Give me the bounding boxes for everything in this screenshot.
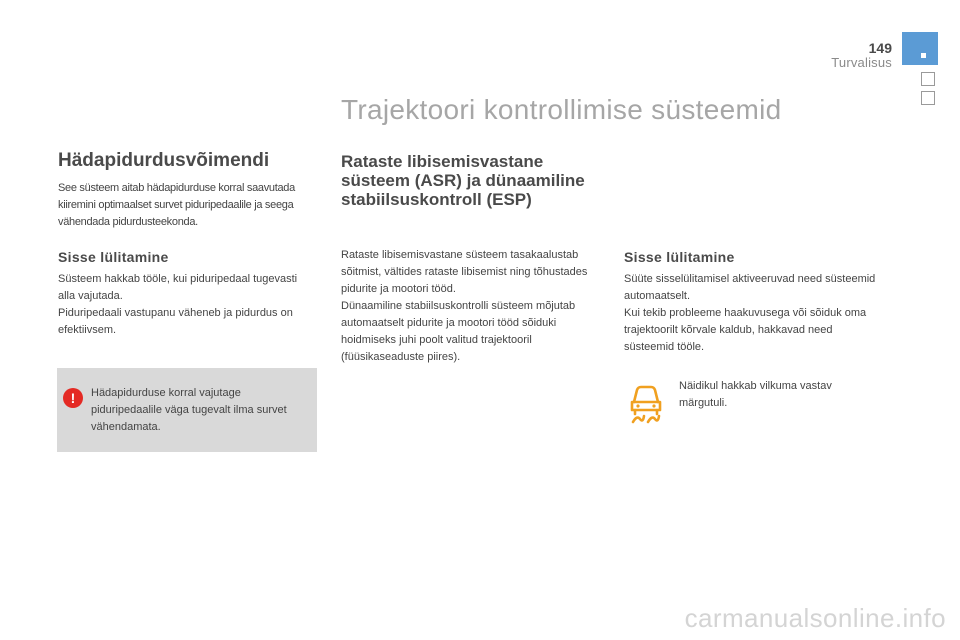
brake-assist-intro: See süsteem aitab hädapidurduse korral saavutada kiiremini optimaalset survet piduripedaalile ja seega vähendada pidurdusteekonda. (58, 182, 295, 228)
brake-assist-heading: Hädapidurdusvõimendi (58, 150, 270, 171)
asr-esp-activation-text (624, 271, 884, 356)
paragraph: Süüte sisselülitamisel aktiveeruvad need süsteemid automaatselt. (624, 273, 876, 302)
paragraph: Rataste libisemisvastane süsteem tasakaalustab sõitmist, vältides rataste libisemist ning tõhustades pidurite ja mootori tööd. (341, 249, 588, 295)
tab-dot (921, 53, 926, 58)
page-title: Trajektoori kontrollimise süsteemid (341, 94, 782, 125)
warning-note-text: Hädapidurduse korral vajutage piduripedaalile väga tugevalt ilma survet vähendamata. (91, 387, 287, 433)
section-tab-marker (921, 91, 935, 105)
paragraph: Dünaamiline stabiilsuskontrolli süsteem mõjutab automaatselt pidurite ja mootori tööd sõiduki hoidmiseks juhi poolt valitud trajektooril (füüsikaseaduste piires). (341, 300, 576, 363)
paragraph: Süsteem hakkab tööle, kui piduripedaal tugevasti alla vajutada. (58, 273, 298, 302)
esp-skidding-car-icon (628, 384, 664, 424)
brake-assist-activation-text (58, 271, 308, 339)
asr-esp-description (341, 247, 603, 366)
paragraph: Piduripedaali vastupanu väheneb ja pidurdus on efektiivsem. (58, 307, 293, 336)
page-number: 149 (868, 40, 892, 56)
watermark: carmanualsonline.info (684, 603, 946, 633)
asr-esp-heading: Rataste libisemisvastane süsteem (ASR) ja dünaamiline stabiilsuskontroll (ESP) (341, 152, 585, 209)
section-name: Turvalisus (831, 55, 892, 70)
paragraph: Kui tekib probleeme haakuvusega või sõiduk oma trajektoorilt kõrvale kaldub, hakkavad need süsteemid tööle. (624, 307, 867, 353)
section-tab-active (902, 32, 938, 65)
brake-assist-activation-heading: Sisse lülitamine (58, 249, 169, 265)
warning-exclamation-icon: ! (63, 388, 83, 408)
section-tab-marker (921, 72, 935, 86)
indicator-note-text: Näidikul hakkab vilkuma vastav märgutuli. (679, 380, 832, 409)
asr-esp-activation-heading: Sisse lülitamine (624, 249, 735, 265)
